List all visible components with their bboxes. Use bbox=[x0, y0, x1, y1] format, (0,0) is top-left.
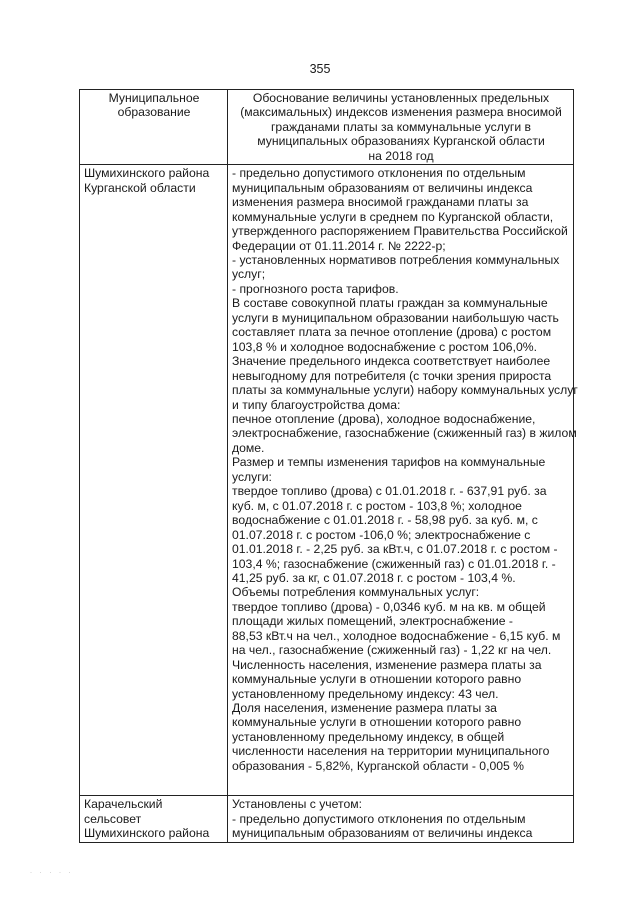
justification-text-line: Федерации от 01.11.2014 г. № 2222-р; bbox=[232, 238, 446, 253]
justification-text-line: - установленных нормативов потребления коммунальных bbox=[232, 252, 560, 267]
justification-text-line: услуги в муниципальном образовании наибольшую часть bbox=[232, 310, 559, 325]
justification-text-line: утвержденного распоряжением Правительства Российской bbox=[232, 224, 568, 239]
municipality-name-line: сельсовет bbox=[84, 811, 142, 826]
justification-text-line: 41,25 руб. за кг, с 01.07.2018 г. с ростом - 103,4 %. bbox=[232, 570, 516, 585]
justification-text-line: муниципальным образованиям от величины индекса bbox=[232, 180, 533, 195]
justification-text-line: коммунальные услуги в отношении которого равно bbox=[232, 715, 522, 730]
scan-artifact-marks: · · · · · bbox=[30, 870, 74, 876]
justification-text-line: 103,8 % и холодное водоснабжение с ростом 106,0%. bbox=[232, 339, 537, 354]
justification-text-line: твердое топливо (дрова) с 01.01.2018 г. - 637,91 руб. за bbox=[232, 484, 547, 499]
justification-text-line: - предельно допустимого отклонения по отдельным bbox=[232, 166, 526, 181]
justification-text-line: Объемы потребления коммунальных услуг: bbox=[232, 585, 480, 600]
justification-text-line: установленному предельному индексу: 43 чел. bbox=[232, 686, 499, 701]
municipality-name-line: Курганской области bbox=[84, 180, 196, 195]
justification-text-line: водоснабжение с 01.01.2018 г. - 58,98 руб. за куб. м, с bbox=[232, 513, 538, 528]
justification-text-line: твердое топливо (дрова) - 0,0346 куб. м на кв. м общей bbox=[232, 599, 546, 614]
justification-text-line: - предельно допустимого отклонения по отдельным bbox=[232, 811, 526, 826]
header-municipality bbox=[80, 90, 228, 165]
justification-text-line: численности населения на территории муниципального bbox=[232, 744, 550, 759]
justification-text-line: коммунальные услуги в среднем по Курганской области, bbox=[232, 209, 554, 224]
justification-text-line: площади жилых помещений, электроснабжение - bbox=[232, 614, 513, 629]
justification-text-line: изменения размера вносимой гражданами платы за bbox=[232, 195, 529, 210]
justification-text-line: 01.01.2018 г. - 2,25 руб. за кВт.ч, с 01.07.2018 г. с ростом - bbox=[232, 542, 558, 557]
justification-text-line: печное отопление (дрова), холодное водоснабжение, bbox=[232, 411, 536, 426]
justification-text-line: коммунальные услуги в отношении которого равно bbox=[232, 672, 522, 687]
header-text-line: (максимальных) индексов изменения размера вносимой bbox=[240, 105, 562, 120]
justification-text-line: 01.07.2018 г. с ростом -106,0 %; электроснабжение с bbox=[232, 527, 531, 542]
municipality-cell bbox=[80, 165, 228, 796]
justification-text-line: куб. м, с 01.07.2018 г. с ростом - 103,8 %; холодное bbox=[232, 498, 522, 513]
justification-text-line: 88,53 кВт.ч на чел., холодное водоснабжение - 6,15 куб. м bbox=[232, 628, 561, 643]
justification-text-line: электроснабжение, газоснабжение (сжиженный газ) в жилом bbox=[232, 426, 577, 441]
justification-text-line: В составе совокупной платы граждан за коммунальные bbox=[232, 296, 548, 311]
table-header-row bbox=[80, 90, 574, 165]
justification-text-line: образования - 5,82%, Курганской области - 0,005 % bbox=[232, 758, 525, 773]
justification-text-line: муниципальным образованиям от величины индекса bbox=[232, 826, 533, 841]
municipality-name-line: Шумихинского района bbox=[84, 826, 210, 841]
table-row bbox=[80, 165, 574, 796]
justification-cell bbox=[228, 165, 578, 796]
page-number: 355 bbox=[309, 62, 331, 76]
header-text-line: муниципальных образованиях Курганской области bbox=[257, 134, 545, 149]
header-text-line: на 2018 год bbox=[368, 148, 434, 163]
table-row bbox=[80, 796, 574, 843]
justification-text-line: и типу благоустройства дома: bbox=[232, 397, 401, 412]
justification-text-line: установленному предельному индексу, в общей bbox=[232, 729, 505, 744]
header-text-line: Муниципальное bbox=[108, 91, 200, 105]
justification-text-line: Значение предельного индекса соответствует наиболее bbox=[232, 354, 551, 369]
justification-text-line: услуги: bbox=[232, 469, 272, 484]
header-text-line: образование bbox=[117, 105, 191, 120]
justification-text-line: составляет плата за печное отопление (дрова) с ростом bbox=[232, 325, 552, 340]
header-text-line: гражданами платы за коммунальные услуги в bbox=[270, 119, 532, 134]
justification-text-line: - прогнозного роста тарифов. bbox=[232, 281, 399, 296]
justification-text-line: 103,4 %; газоснабжение (сжиженный газ) с 01.01.2018 г. - bbox=[232, 556, 556, 571]
municipality-name-line: Карачельский bbox=[84, 797, 163, 812]
justification-text-line: Установлены с учетом: bbox=[232, 797, 362, 812]
justification-text-line: Численность населения, изменение размера платы за bbox=[232, 657, 542, 672]
municipality-cell bbox=[80, 796, 228, 843]
justification-text-line: доме. bbox=[232, 440, 265, 455]
justification-text-line: невыгодному для потребителя (с точки зрения прироста bbox=[232, 368, 552, 383]
justification-text-line: услуг; bbox=[232, 267, 266, 282]
justification-cell bbox=[228, 796, 574, 843]
justification-text-line: на чел., газоснабжение (сжиженный газ) - 1,22 кг на чел. bbox=[232, 643, 552, 658]
header-text-line: Обоснование величины установленных предельных bbox=[252, 91, 550, 105]
justification-text-line: Доля населения, изменение размера платы за bbox=[232, 701, 497, 716]
header-justification bbox=[228, 90, 574, 165]
municipality-name-line: Шумихинского района bbox=[84, 166, 210, 181]
justification-text-line: платы за коммунальные услуги) набору коммунальных услуг bbox=[232, 383, 578, 398]
tariff-justification-table bbox=[79, 89, 578, 843]
justification-text-line: Размер и темпы изменения тарифов на коммунальные bbox=[232, 455, 546, 470]
